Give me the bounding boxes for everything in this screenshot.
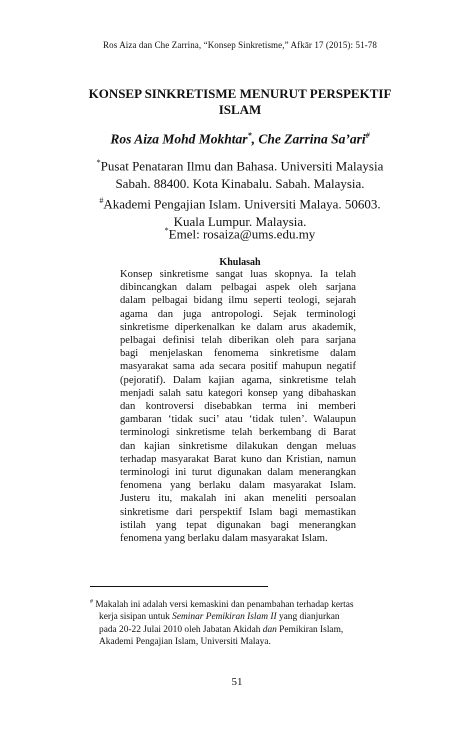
footnote-line-2 bbox=[90, 611, 395, 623]
affiliation-1-text: Pusat Penataran Ilmu dan Bahasa. Universiti Malaysia bbox=[100, 158, 384, 174]
author-separator: , bbox=[251, 131, 259, 147]
author-2-mark: # bbox=[365, 131, 370, 140]
abstract-line: Justeru itu, makalah ini akan meneliti persoalan bbox=[120, 493, 356, 505]
affiliation-1-mark: * bbox=[96, 158, 101, 167]
footnote bbox=[90, 596, 395, 648]
email-text: Emel: rosaiza@ums.edu.my bbox=[168, 226, 316, 242]
abstract-line: menjadi salah satu kategori konsep yang dibahaskan bbox=[120, 387, 356, 399]
footnote-seminar-title: Seminar Pemikiran Islam II bbox=[172, 612, 277, 623]
affiliation-1-line-1 bbox=[60, 154, 420, 175]
footnote-text-2a: kerja sisipan untuk bbox=[99, 612, 173, 623]
affiliation-2-mark: # bbox=[99, 196, 104, 206]
affiliations bbox=[60, 154, 420, 231]
abstract-line: masyarakat sama ada secara positif mahupun negatif bbox=[120, 361, 356, 373]
abstract-line: dan kontroversi disebabkan terma ini memberi bbox=[120, 401, 356, 413]
footnote-mark: # bbox=[90, 599, 93, 605]
abstract-line: (pejoratif). Dalam kajian agama, sinkretisme telah bbox=[120, 374, 356, 386]
footnote-line-4: Akademi Pengajian Islam, Universiti Malaya. bbox=[99, 637, 271, 648]
footnote-text-2b: yang dianjurkan bbox=[276, 612, 340, 623]
footnote-text-3a: pada 20-22 Julai 2010 oleh Jabatan Akidah bbox=[99, 624, 263, 635]
paper-title bbox=[60, 86, 420, 118]
abstract-line: sinkretisme dari perspektif Islam bagi memastikan bbox=[120, 506, 356, 518]
author-2-name: Che Zarrina Sa’ari bbox=[258, 131, 366, 147]
footnote-line-1 bbox=[90, 596, 395, 611]
abstract-line: pelbagai definisi telah diberikan oleh para sarjana bbox=[120, 335, 356, 347]
author-line bbox=[60, 131, 420, 148]
footnote-text-1: Makalah ini adalah versi kemaskini dan penambahan terhadap kertas bbox=[95, 600, 354, 611]
email-mark: * bbox=[164, 226, 169, 235]
abstract-line: gambaran ‘tidak suci’ atau ‘tidak tulen’. Walaupun bbox=[120, 414, 356, 426]
affiliation-2-line-1 bbox=[60, 192, 420, 213]
footnote-line-3 bbox=[90, 624, 395, 636]
abstract-line: istilah yang tepat digunakan bagi menerangkan bbox=[120, 519, 356, 531]
affiliation-2-text: Akademi Pengajian Islam. Universiti Malaya. 50603. bbox=[103, 196, 381, 212]
footnote-text-3b: Pemikiran Islam, bbox=[276, 624, 344, 635]
abstract-line: fenomena yang berlaku dalam masyarakat Islam. bbox=[120, 480, 356, 492]
abstract-line: dan kajian sinkretisme dilakukan dengan meluas bbox=[120, 440, 356, 452]
abstract-line: dalam pelbagai bidang ilmu seperti teologi, sejarah bbox=[120, 295, 356, 307]
abstract-body bbox=[120, 268, 356, 545]
author-email bbox=[60, 226, 420, 242]
abstract-line: terminologi ini turut digunakan dalam menerangkan bbox=[120, 467, 356, 479]
affiliation-1-line-2: Sabah. 88400. Kota Kinabalu. Sabah. Malaysia. bbox=[115, 175, 365, 191]
footnote-divider bbox=[90, 586, 268, 587]
title-line-1: KONSEP SINKRETISME MENURUT PERSPEKTIF bbox=[88, 86, 392, 101]
abstract-line: Konsep sinkretisme sangat luas skopnya. Ia telah bbox=[120, 269, 356, 280]
page-number: 51 bbox=[231, 676, 243, 688]
abstract-line: terminologi sinkretisme telah berkembang di Barat bbox=[120, 427, 356, 439]
author-1-mark: * bbox=[247, 131, 252, 140]
abstract-line: sinkretisme diperkenalkan ke dalam arus akademik, bbox=[120, 321, 356, 333]
abstract-line: bagi menjelaskan fenomema sinkretisme dalam bbox=[120, 348, 356, 360]
abstract-heading: Khulasah bbox=[219, 257, 261, 268]
abstract-line: fenomena yang berlaku dalam masyarakat Islam. bbox=[120, 533, 328, 545]
abstract-line: dibincangkan dalam pelbagai aspek oleh sarjana bbox=[120, 282, 356, 294]
title-line-2: ISLAM bbox=[218, 102, 262, 117]
affiliation-2-line-2: Kuala Lumpur. Malaysia. bbox=[173, 214, 307, 230]
author-1-name: Ros Aiza Mohd Mokhtar bbox=[110, 131, 248, 147]
running-head: Ros Aiza dan Che Zarrina, “Konsep Sinkretisme,” Afkār 17 (2015): 51-78 bbox=[103, 40, 377, 50]
abstract-line: terhadap masyarakat Barat kuno dan Kristian, namun bbox=[120, 453, 356, 465]
footnote-text-3-italic: dan bbox=[262, 624, 277, 635]
abstract-line: agama dan juga antropologi. Sejak terminologi bbox=[120, 308, 356, 320]
